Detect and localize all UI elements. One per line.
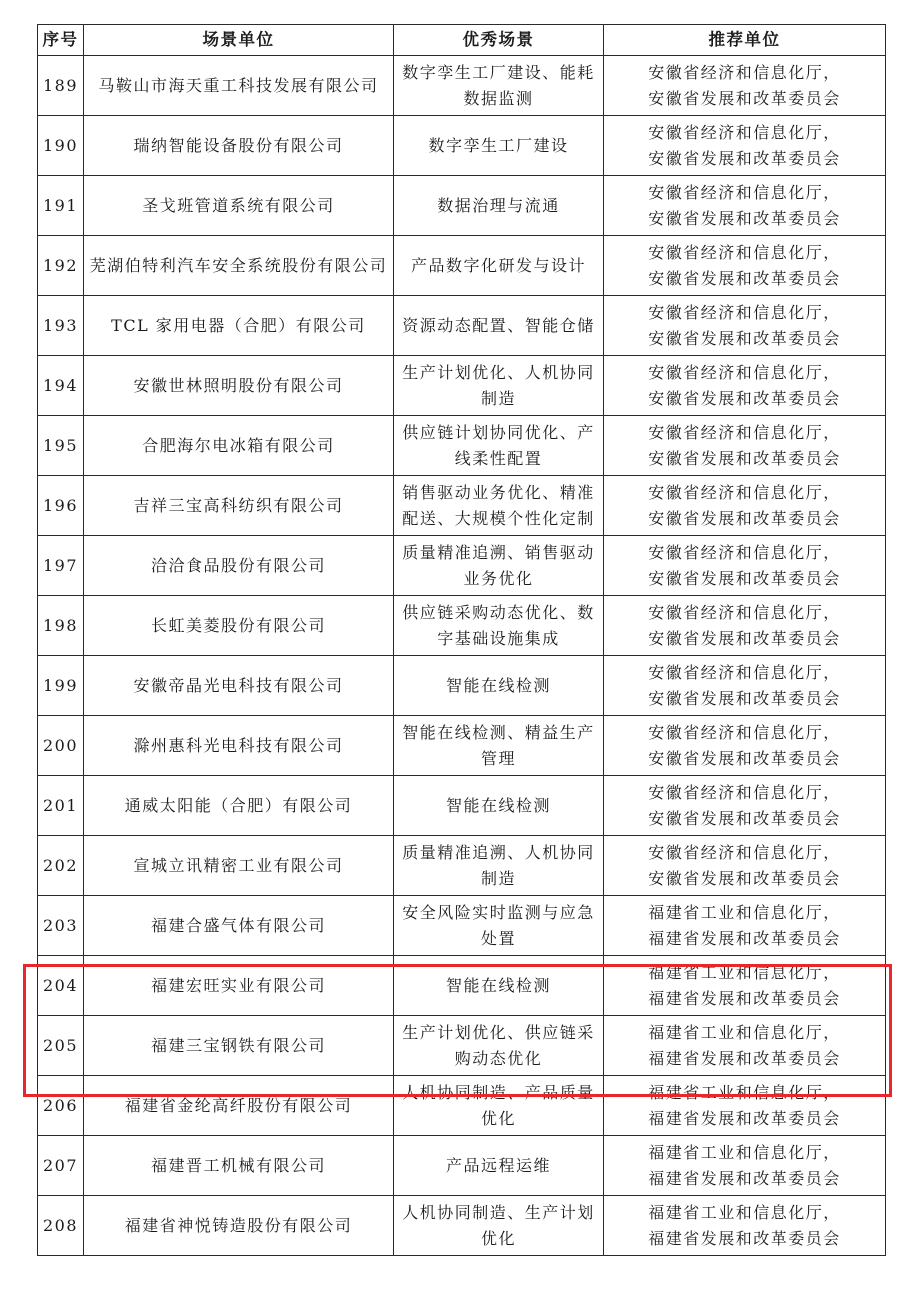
- row-scene: 智能在线检测: [394, 776, 604, 836]
- row-recommender: [604, 1136, 886, 1196]
- table-row: [38, 476, 886, 536]
- row-scene: 质量精准追溯、人机协同制造: [394, 836, 604, 896]
- row-scene: 人机协同制造、生产计划优化: [394, 1196, 604, 1256]
- row-num: 197: [38, 536, 84, 596]
- row-num: 190: [38, 116, 84, 176]
- row-scene: 数据治理与流通: [394, 176, 604, 236]
- table-row: [38, 116, 886, 176]
- recommender-line-1: 安徽省经济和信息化厅，: [648, 542, 841, 562]
- row-scene: 数字孪生工厂建设: [394, 116, 604, 176]
- row-scene: 产品数字化研发与设计: [394, 236, 604, 296]
- row-num: 199: [38, 656, 84, 716]
- row-num: 200: [38, 716, 84, 776]
- recommender-line-2: 安徽省发展和改革委员会: [648, 448, 841, 468]
- recommender-line-1: 福建省工业和信息化厅，: [648, 962, 841, 982]
- recommender-line-1: 福建省工业和信息化厅，: [648, 1202, 841, 1222]
- row-num: 193: [38, 296, 84, 356]
- row-unit: 吉祥三宝高科纺织有限公司: [84, 476, 394, 536]
- row-recommender: [604, 176, 886, 236]
- recommender-line-1: 安徽省经济和信息化厅，: [648, 182, 841, 202]
- row-scene: 资源动态配置、智能仓储: [394, 296, 604, 356]
- row-num: 192: [38, 236, 84, 296]
- row-unit: 洽洽食品股份有限公司: [84, 536, 394, 596]
- row-recommender: [604, 296, 886, 356]
- row-scene: 智能在线检测、精益生产管理: [394, 716, 604, 776]
- recommender-line-1: 安徽省经济和信息化厅，: [648, 302, 841, 322]
- row-unit: 长虹美菱股份有限公司: [84, 596, 394, 656]
- recommender-line-2: 安徽省发展和改革委员会: [648, 568, 841, 588]
- recommender-line-2: 安徽省发展和改革委员会: [648, 268, 841, 288]
- table-row: [38, 896, 886, 956]
- row-scene: 生产计划优化、供应链采购动态优化: [394, 1016, 604, 1076]
- table-row: [38, 356, 886, 416]
- row-scene: 人机协同制造、产品质量优化: [394, 1076, 604, 1136]
- table-row: [38, 236, 886, 296]
- header-scene: 优秀场景: [394, 25, 604, 56]
- recommender-line-1: 安徽省经济和信息化厅，: [648, 782, 841, 802]
- recommender-line-2: 安徽省发展和改革委员会: [648, 148, 841, 168]
- recommender-line-2: 安徽省发展和改革委员会: [648, 208, 841, 228]
- row-num: 202: [38, 836, 84, 896]
- row-num: 206: [38, 1076, 84, 1136]
- recommender-line-1: 安徽省经济和信息化厅，: [648, 662, 841, 682]
- row-unit: 瑞纳智能设备股份有限公司: [84, 116, 394, 176]
- header-recommender: 推荐单位: [604, 25, 886, 56]
- scenario-table: [37, 24, 886, 1256]
- row-recommender: [604, 716, 886, 776]
- table-row: [38, 596, 886, 656]
- row-scene: 数字孪生工厂建设、能耗数据监测: [394, 56, 604, 116]
- row-unit: 宣城立讯精密工业有限公司: [84, 836, 394, 896]
- row-num: 195: [38, 416, 84, 476]
- recommender-line-2: 安徽省发展和改革委员会: [648, 868, 841, 888]
- row-num: 201: [38, 776, 84, 836]
- table-row: [38, 56, 886, 116]
- table-row: [38, 176, 886, 236]
- row-unit: 安徽帝晶光电科技有限公司: [84, 656, 394, 716]
- recommender-line-1: 福建省工业和信息化厅，: [648, 902, 841, 922]
- row-unit: 福建合盛气体有限公司: [84, 896, 394, 956]
- row-recommender: [604, 1196, 886, 1256]
- row-unit: 福建宏旺实业有限公司: [84, 956, 394, 1016]
- table-row: [38, 1196, 886, 1256]
- row-recommender: [604, 416, 886, 476]
- recommender-line-1: 安徽省经济和信息化厅，: [648, 722, 841, 742]
- header-num: 序号: [38, 25, 84, 56]
- row-unit: 福建三宝钢铁有限公司: [84, 1016, 394, 1076]
- table-body: [38, 56, 886, 1256]
- table-row: [38, 416, 886, 476]
- row-recommender: [604, 596, 886, 656]
- recommender-line-2: 安徽省发展和改革委员会: [648, 388, 841, 408]
- recommender-line-2: 安徽省发展和改革委员会: [648, 748, 841, 768]
- recommender-line-2: 福建省发展和改革委员会: [648, 928, 841, 948]
- recommender-line-2: 安徽省发展和改革委员会: [648, 328, 841, 348]
- row-scene: 供应链采购动态优化、数字基础设施集成: [394, 596, 604, 656]
- row-unit: 通威太阳能（合肥）有限公司: [84, 776, 394, 836]
- row-scene: 供应链计划协同优化、产线柔性配置: [394, 416, 604, 476]
- row-recommender: [604, 1016, 886, 1076]
- row-num: 194: [38, 356, 84, 416]
- recommender-line-1: 安徽省经济和信息化厅，: [648, 362, 841, 382]
- row-recommender: [604, 236, 886, 296]
- table-row: [38, 836, 886, 896]
- row-scene: 销售驱动业务优化、精准配送、大规模个性化定制: [394, 476, 604, 536]
- row-recommender: [604, 56, 886, 116]
- row-recommender: [604, 776, 886, 836]
- row-recommender: [604, 1076, 886, 1136]
- recommender-line-1: 福建省工业和信息化厅，: [648, 1082, 841, 1102]
- table-row: [38, 296, 886, 356]
- row-num: 189: [38, 56, 84, 116]
- row-num: 203: [38, 896, 84, 956]
- row-scene: 智能在线检测: [394, 656, 604, 716]
- row-scene: 智能在线检测: [394, 956, 604, 1016]
- recommender-line-1: 安徽省经济和信息化厅，: [648, 62, 841, 82]
- row-recommender: [604, 116, 886, 176]
- table-row: [38, 776, 886, 836]
- row-num: 198: [38, 596, 84, 656]
- recommender-line-2: 福建省发展和改革委员会: [648, 1108, 841, 1128]
- table-row: [38, 716, 886, 776]
- row-num: 196: [38, 476, 84, 536]
- recommender-line-1: 安徽省经济和信息化厅，: [648, 842, 841, 862]
- recommender-line-2: 福建省发展和改革委员会: [648, 1228, 841, 1248]
- row-scene: 质量精准追溯、销售驱动业务优化: [394, 536, 604, 596]
- row-unit: 滁州惠科光电科技有限公司: [84, 716, 394, 776]
- table-row-highlighted: [38, 956, 886, 1016]
- table-row-highlighted: [38, 1016, 886, 1076]
- row-num: 205: [38, 1016, 84, 1076]
- row-scene: 生产计划优化、人机协同制造: [394, 356, 604, 416]
- row-recommender: [604, 956, 886, 1016]
- row-recommender: [604, 836, 886, 896]
- row-unit: 福建晋工机械有限公司: [84, 1136, 394, 1196]
- row-num: 204: [38, 956, 84, 1016]
- table-row: [38, 1136, 886, 1196]
- recommender-line-2: 福建省发展和改革委员会: [648, 988, 841, 1008]
- row-unit: 马鞍山市海天重工科技发展有限公司: [84, 56, 394, 116]
- row-recommender: [604, 476, 886, 536]
- row-unit: 合肥海尔电冰箱有限公司: [84, 416, 394, 476]
- recommender-line-2: 福建省发展和改革委员会: [648, 1048, 841, 1068]
- recommender-line-2: 安徽省发展和改革委员会: [648, 808, 841, 828]
- row-num: 208: [38, 1196, 84, 1256]
- row-unit: TCL 家用电器（合肥）有限公司: [84, 296, 394, 356]
- row-recommender: [604, 656, 886, 716]
- recommender-line-1: 福建省工业和信息化厅，: [648, 1142, 841, 1162]
- row-unit: 芜湖伯特利汽车安全系统股份有限公司: [84, 236, 394, 296]
- row-num: 191: [38, 176, 84, 236]
- recommender-line-1: 安徽省经济和信息化厅，: [648, 242, 841, 262]
- recommender-line-1: 安徽省经济和信息化厅，: [648, 482, 841, 502]
- recommender-line-2: 安徽省发展和改革委员会: [648, 88, 841, 108]
- row-recommender: [604, 536, 886, 596]
- recommender-line-1: 安徽省经济和信息化厅，: [648, 422, 841, 442]
- table-row: [38, 1076, 886, 1136]
- row-recommender: [604, 896, 886, 956]
- recommender-line-2: 安徽省发展和改革委员会: [648, 628, 841, 648]
- row-recommender: [604, 356, 886, 416]
- row-unit: 福建省金纶高纤股份有限公司: [84, 1076, 394, 1136]
- recommender-line-2: 安徽省发展和改革委员会: [648, 688, 841, 708]
- table-row: [38, 536, 886, 596]
- recommender-line-1: 福建省工业和信息化厅，: [648, 1022, 841, 1042]
- header-unit: 场景单位: [84, 25, 394, 56]
- row-scene: 安全风险实时监测与应急处置: [394, 896, 604, 956]
- recommender-line-2: 安徽省发展和改革委员会: [648, 508, 841, 528]
- recommender-line-1: 安徽省经济和信息化厅，: [648, 122, 841, 142]
- row-num: 207: [38, 1136, 84, 1196]
- table-header-row: [38, 25, 886, 56]
- row-scene: 产品远程运维: [394, 1136, 604, 1196]
- row-unit: 福建省神悦铸造股份有限公司: [84, 1196, 394, 1256]
- table-row: [38, 656, 886, 716]
- row-unit: 安徽世林照明股份有限公司: [84, 356, 394, 416]
- recommender-line-2: 福建省发展和改革委员会: [648, 1168, 841, 1188]
- recommender-line-1: 安徽省经济和信息化厅，: [648, 602, 841, 622]
- row-unit: 圣戈班管道系统有限公司: [84, 176, 394, 236]
